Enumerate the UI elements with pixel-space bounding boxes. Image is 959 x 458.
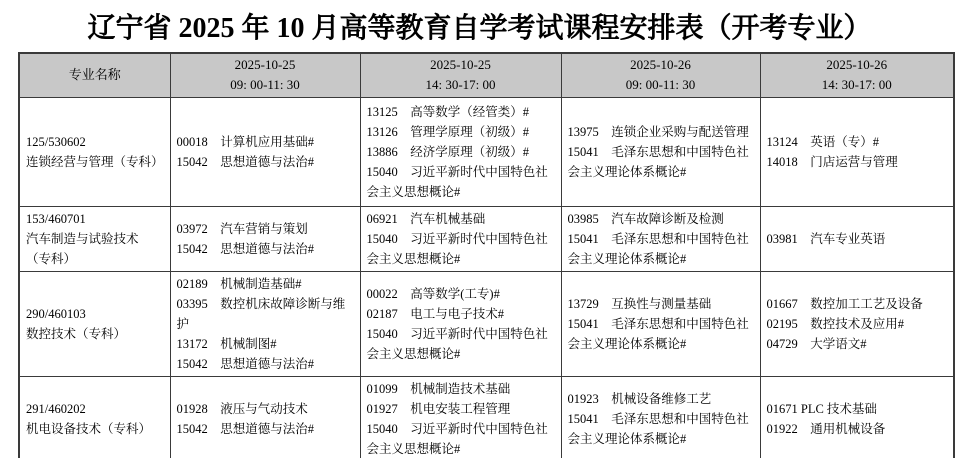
major-line: 153/460701 [26, 211, 86, 226]
session-column-header [561, 53, 760, 97]
course-item: 13729 互换性与测量基础 [567, 296, 712, 311]
course-item: 03395 数控机床故障诊断与维护 [176, 296, 346, 331]
course-item: 15040 习近平新时代中国特色社会主义思想概论# [366, 164, 548, 199]
major-line: 125/530602 [26, 134, 86, 149]
major-cell [19, 271, 170, 376]
major-line: 291/460202 [26, 401, 86, 416]
course-item: 01922 通用机械设备 [766, 421, 886, 436]
course-item: 13886 经济学原理（初级）# [366, 144, 530, 159]
course-item: 02187 电工与电子技术# [366, 306, 505, 321]
session-cell [561, 271, 760, 376]
session-cell [360, 376, 561, 458]
major-cell [19, 376, 170, 458]
session-cell [360, 97, 561, 206]
major-line: （专科） [26, 251, 77, 266]
session-cell [360, 206, 561, 271]
session-cell [760, 206, 954, 271]
session-cell [561, 206, 760, 271]
course-item: 15041 毛泽东思想和中国特色社会主义理论体系概论# [567, 231, 749, 266]
major-line: 290/460103 [26, 306, 86, 321]
exam-schedule-table [18, 52, 955, 458]
course-item: 03985 汽车故障诊断及检测 [567, 211, 724, 226]
session-time: 14: 30-17: 00 [425, 77, 496, 93]
session-date: 2025-10-25 [430, 57, 491, 73]
session-date: 2025-10-25 [234, 57, 296, 73]
course-item: 01099 机械制造技术基础 [366, 381, 511, 396]
course-item: 01923 机械设备维修工艺 [567, 391, 712, 406]
course-item: 00022 高等数学(工专)# [366, 286, 500, 301]
course-item: 15040 习近平新时代中国特色社会主义思想概论# [366, 326, 548, 361]
session-cell [170, 271, 360, 376]
table-header-row [19, 53, 954, 97]
course-item: 15041 毛泽东思想和中国特色社会主义理论体系概论# [567, 144, 749, 179]
session-cell [561, 97, 760, 206]
course-item: 02195 数控技术及应用# [766, 316, 905, 331]
course-item: 13975 连锁企业采购与配送管理 [567, 124, 749, 139]
course-item: 13125 高等数学（经管类）# [366, 104, 530, 119]
course-item: 15040 习近平新时代中国特色社会主义思想概论# [366, 231, 548, 266]
table-row [19, 271, 954, 376]
session-column-header [360, 53, 561, 97]
course-item: 01667 数控加工工艺及设备 [766, 296, 923, 311]
session-cell [561, 376, 760, 458]
session-cell [170, 97, 360, 206]
course-item: 03981 汽车专业英语 [766, 231, 886, 246]
course-item: 00018 计算机应用基础# [176, 134, 315, 149]
session-time: 09: 00-11: 30 [230, 77, 300, 93]
course-item: 14018 门店运营与管理 [766, 154, 898, 169]
session-cell [760, 97, 954, 206]
session-column-header [760, 53, 954, 97]
major-line: 连锁经营与管理（专科） [26, 154, 164, 169]
session-cell [170, 206, 360, 271]
course-item: 15042 思想道德与法治# [176, 154, 315, 169]
session-cell [170, 376, 360, 458]
table-row [19, 206, 954, 271]
course-item: 15042 思想道德与法治# [176, 356, 315, 371]
course-item: 15041 毛泽东思想和中国特色社会主义理论体系概论# [567, 316, 749, 351]
course-item: 13126 管理学原理（初级）# [366, 124, 530, 139]
major-cell [19, 97, 170, 206]
session-cell [760, 271, 954, 376]
course-item: 15042 思想道德与法治# [176, 241, 315, 256]
course-item: 15041 毛泽东思想和中国特色社会主义理论体系概论# [567, 411, 749, 446]
session-date: 2025-10-26 [630, 57, 691, 73]
major-line: 机电设备技术（专科） [26, 421, 152, 436]
session-column-header [170, 53, 360, 97]
session-cell [360, 271, 561, 376]
course-item: 02189 机械制造基础# [176, 276, 302, 291]
table-row [19, 97, 954, 206]
course-item: 04729 大学语文# [766, 336, 867, 351]
course-item: 15042 思想道德与法治# [176, 421, 315, 436]
course-item: 01671 PLC 技术基础 [766, 401, 877, 416]
major-column-header: 专业名称 [19, 53, 170, 97]
course-item: 01928 液压与气动技术 [176, 401, 308, 416]
page-title: 辽宁省 2025 年 10 月高等教育自学考试课程安排表（开考专业） [87, 13, 872, 44]
table-row [19, 376, 954, 458]
session-time: 14: 30-17: 00 [821, 77, 892, 93]
major-cell [19, 206, 170, 271]
session-time: 09: 00-11: 30 [625, 77, 696, 93]
course-item: 15040 习近平新时代中国特色社会主义思想概论# [366, 421, 548, 456]
session-date: 2025-10-26 [826, 57, 888, 73]
course-item: 06921 汽车机械基础 [366, 211, 486, 226]
course-item: 01927 机电安装工程管理 [366, 401, 511, 416]
session-cell [760, 376, 954, 458]
table-body [19, 97, 954, 458]
major-line: 数控技术（专科） [26, 326, 127, 341]
course-item: 03972 汽车营销与策划 [176, 221, 308, 236]
course-item: 13172 机械制图# [176, 336, 277, 351]
major-line: 汽车制造与试验技术 [26, 231, 139, 246]
course-item: 13124 英语（专）# [766, 134, 880, 149]
